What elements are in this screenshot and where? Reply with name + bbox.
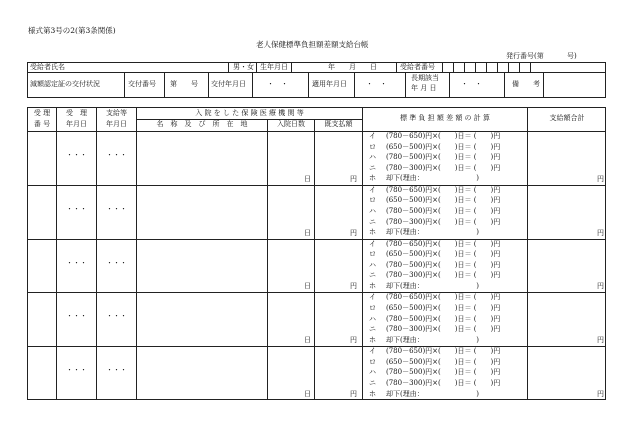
calc-line-text[interactable]: (780－300)円×( )日＝ ( )円: [386, 163, 501, 172]
calc-line-mark: ニ: [369, 217, 376, 226]
receipt-date-cell[interactable]: ・・・: [66, 151, 87, 159]
calc-line-mark: ロ: [369, 304, 376, 312]
calc-line-mark: イ: [369, 185, 376, 194]
calculation-header: 標 準 負 担 額 差 額 の 計 算: [399, 114, 491, 122]
divider: [256, 62, 257, 72]
page-title: 老人保健標準負担額差額支給台帳: [256, 40, 369, 49]
birthdate-label: 生年月日: [260, 63, 288, 71]
calc-line-text[interactable]: (650－500)円×( )日＝ ( )円: [386, 196, 501, 205]
divider: [308, 72, 309, 98]
divider: [362, 107, 363, 400]
digit-divider: [530, 62, 531, 72]
payment-date-header: 支給等: [106, 109, 127, 117]
divider: [27, 131, 606, 132]
total-unit: 円: [597, 174, 604, 183]
payment-date-cell[interactable]: ・・・: [106, 258, 127, 267]
paid-unit: 円: [350, 174, 357, 183]
calc-line-text[interactable]: (780－300)円×( )日＝ ( )円: [386, 325, 501, 334]
calc-line-text[interactable]: (650－500)円×( )日＝ ( )円: [386, 304, 501, 312]
calc-line-mark: ニ: [369, 163, 376, 172]
paid-unit: 円: [350, 390, 357, 398]
calc-line-mark: ホ: [369, 282, 376, 290]
calc-line-text[interactable]: (780－500)円×( )日＝ ( )円: [386, 260, 501, 269]
days-unit: 日: [304, 390, 311, 398]
digit-divider: [464, 62, 465, 72]
days-unit: 日: [304, 336, 311, 345]
calc-line-text[interactable]: (780－300)円×( )日＝ ( )円: [386, 271, 501, 280]
calc-line-mark: ハ: [369, 260, 376, 269]
calc-line-text[interactable]: (780－650)円×( )日＝ ( )円: [386, 132, 501, 140]
receipt-date-cell[interactable]: ・・・: [66, 366, 87, 375]
divider: [543, 72, 544, 98]
institution-header: 入 院 を し た 保 険 医 療 機 関 等: [195, 109, 304, 117]
calc-line-text[interactable]: (780－300)円×( )日＝ ( )円: [386, 379, 501, 387]
divider: [27, 72, 606, 73]
days-unit: 日: [304, 228, 311, 237]
form-number: 様式第3号の2(第3条関係): [28, 26, 116, 35]
calc-line-text[interactable]: (780－500)円×( )日＝ ( )円: [386, 314, 501, 323]
digit-divider: [508, 62, 509, 72]
digit-divider: [497, 62, 498, 72]
divider: [442, 62, 443, 72]
birthdate-field[interactable]: 年 月 日: [328, 63, 377, 71]
paid-unit: 円: [350, 282, 357, 291]
days-header: 入院日数: [277, 120, 305, 128]
calc-line-text[interactable]: (650－500)円×( )日＝ ( )円: [386, 357, 501, 366]
long-term-date-label: 年 月 日: [411, 84, 437, 92]
total-unit: 円: [597, 228, 604, 237]
calc-line-mark: ハ: [369, 153, 376, 162]
divider: [314, 119, 315, 400]
calc-line-text[interactable]: (780－650)円×( )日＝ ( )円: [386, 347, 501, 356]
issue-number-suffix: 号): [567, 52, 577, 60]
receipt-date-cell[interactable]: ・・・: [66, 312, 87, 321]
divider: [267, 119, 268, 400]
digit-divider: [453, 62, 454, 72]
divider: [354, 72, 355, 98]
receipt-date-header-2: 年月日: [66, 120, 87, 128]
sex-label[interactable]: 男・女: [233, 63, 254, 71]
payment-date-cell[interactable]: ・・・: [106, 151, 127, 159]
calc-line-text[interactable]: 却下(理由： ): [386, 389, 479, 398]
issue-date-field[interactable]: ・ ・: [267, 80, 288, 88]
row-divider: [27, 346, 606, 347]
calc-line-text[interactable]: (650－500)円×( )日＝ ( )円: [386, 250, 501, 259]
days-unit: 日: [304, 174, 311, 183]
payment-date-cell[interactable]: ・・・: [106, 366, 127, 375]
total-header: 支給額合計: [549, 114, 585, 122]
divider: [396, 62, 397, 72]
calc-line-mark: ハ: [369, 314, 376, 323]
calc-line-mark: ロ: [369, 196, 376, 205]
recipient-name-label: 受給者氏名: [30, 63, 65, 71]
total-unit: 円: [597, 390, 604, 398]
row-divider: [27, 292, 606, 293]
divider: [124, 72, 125, 98]
institution-name-header: 名 称 及 び 所 在 地: [156, 120, 248, 128]
calc-line-mark: ロ: [369, 250, 376, 259]
divider: [208, 72, 209, 98]
receipt-date-cell[interactable]: ・・・: [66, 204, 87, 213]
divider: [291, 62, 292, 72]
issue-date-label: 交付年月日: [211, 80, 246, 88]
calc-line-mark: ハ: [369, 368, 376, 377]
calc-line-text[interactable]: (780－650)円×( )日＝ ( )円: [386, 185, 501, 194]
apply-date-label: 適用年月日: [312, 80, 347, 88]
calc-line-text[interactable]: 却下(理由： ): [386, 228, 479, 237]
calc-line-mark: ハ: [369, 207, 376, 215]
digit-divider: [519, 62, 520, 72]
divider: [228, 62, 229, 72]
calc-line-mark: ニ: [369, 325, 376, 334]
remarks-label: 備 考: [512, 80, 540, 88]
calc-line-mark: イ: [369, 239, 376, 248]
apply-date-field[interactable]: ・ ・: [366, 80, 387, 88]
calc-line-mark: ホ: [369, 174, 376, 183]
calc-line-mark: ニ: [369, 271, 376, 280]
paid-unit: 円: [350, 228, 357, 237]
receipt-number-header-2: 番 号: [33, 120, 51, 128]
issue-number-label: 発行番号(第: [506, 52, 544, 60]
calc-line-text[interactable]: 却下(理由： ): [386, 282, 479, 290]
calc-line-text[interactable]: (780－500)円×( )日＝ ( )円: [386, 207, 501, 215]
issue-number-field-label: 交付番号: [128, 80, 156, 88]
divider: [405, 72, 406, 98]
calc-line-mark: ホ: [369, 389, 376, 398]
recipient-number-label: 受給者番号: [400, 63, 435, 71]
receipt-date-header: 受 理: [66, 109, 87, 117]
calc-line-text[interactable]: 却下(理由： ): [386, 174, 479, 183]
divider: [527, 107, 528, 400]
reduction-cert-label: 減額認定証の交付状況: [30, 80, 100, 88]
calc-line-text[interactable]: (650－500)円×( )日＝ ( )円: [386, 142, 501, 151]
calc-line-mark: ホ: [369, 335, 376, 344]
calc-line-text[interactable]: (780－500)円×( )日＝ ( )円: [386, 153, 501, 162]
divider: [164, 72, 165, 98]
calc-line-text[interactable]: (780－650)円×( )日＝ ( )円: [386, 239, 501, 248]
receipt-date-cell[interactable]: ・・・: [66, 258, 87, 267]
calc-line-text[interactable]: 却下(理由： ): [386, 335, 479, 344]
payment-date-cell[interactable]: ・・・: [106, 204, 127, 213]
divider: [252, 72, 253, 98]
row-divider: [27, 185, 606, 186]
digit-divider: [486, 62, 487, 72]
calc-line-mark: ロ: [369, 357, 376, 366]
long-term-field[interactable]: ・ ・: [461, 80, 482, 88]
paid-unit: 円: [350, 336, 357, 345]
row-divider: [27, 239, 606, 240]
total-unit: 円: [597, 282, 604, 291]
divider: [449, 72, 450, 98]
receipt-number-header: 受 理: [33, 109, 51, 117]
total-unit: 円: [597, 336, 604, 345]
days-unit: 日: [304, 282, 311, 291]
long-term-label: 長期該当: [411, 74, 439, 82]
payment-date-cell[interactable]: ・・・: [106, 312, 127, 321]
calc-line-text[interactable]: (780－500)円×( )日＝ ( )円: [386, 368, 501, 377]
payment-date-header-2: 年月日: [106, 120, 127, 128]
calc-line-text[interactable]: (780－650)円×( )日＝ ( )円: [386, 293, 501, 302]
issue-number-unit[interactable]: 第 号: [170, 80, 198, 88]
calc-line-mark: ロ: [369, 142, 376, 151]
divider: [136, 107, 137, 400]
divider: [504, 72, 505, 98]
paid-header: 既支払額: [324, 120, 353, 128]
calc-line-mark: イ: [369, 132, 376, 140]
calc-line-mark: イ: [369, 347, 376, 356]
digit-divider: [475, 62, 476, 72]
calc-line-mark: ホ: [369, 228, 376, 237]
divider: [137, 119, 362, 120]
calc-line-mark: ニ: [369, 379, 376, 387]
calc-line-text[interactable]: (780－300)円×( )日＝ ( )円: [386, 217, 501, 226]
calc-line-mark: イ: [369, 293, 376, 302]
